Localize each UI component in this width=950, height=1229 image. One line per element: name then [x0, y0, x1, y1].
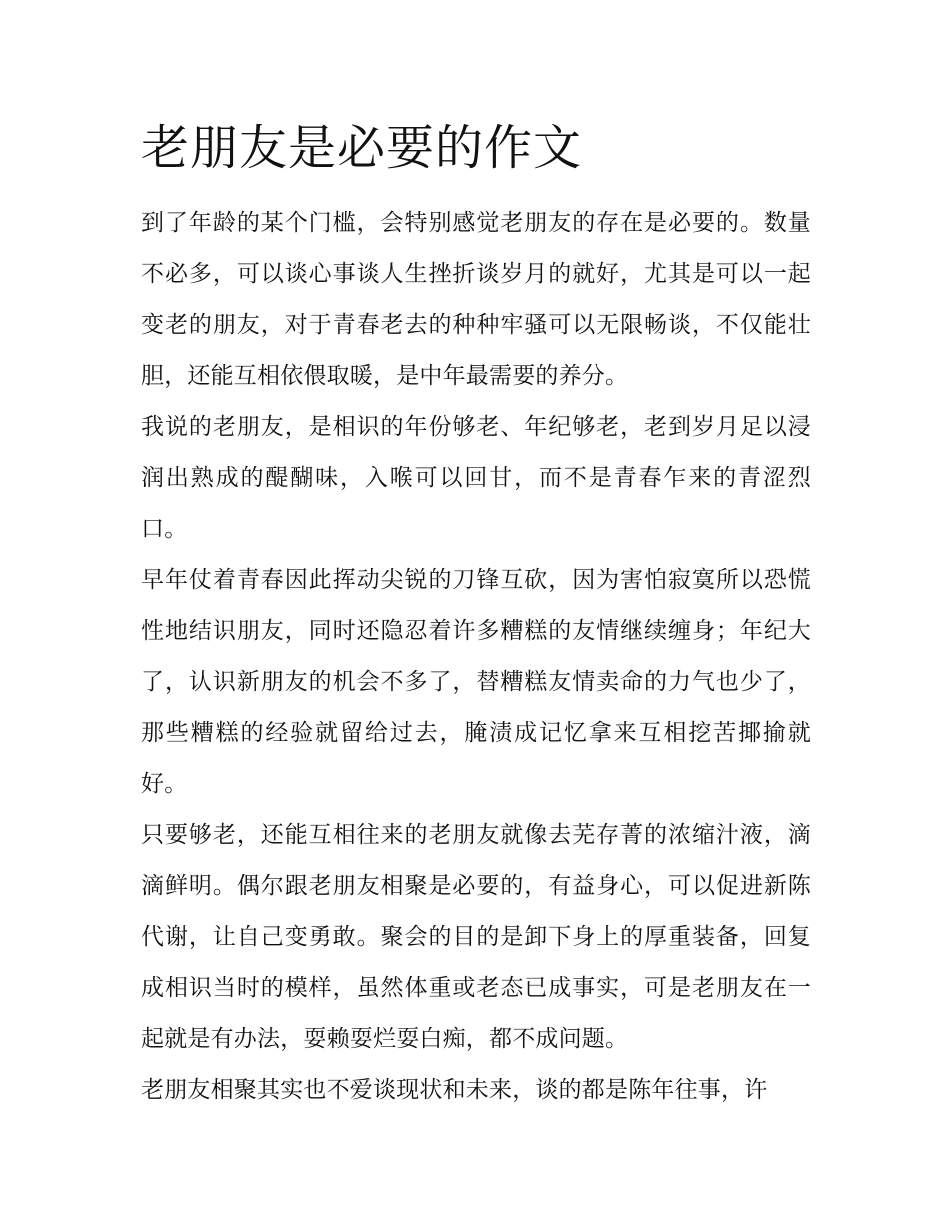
paragraph-1: 到了年龄的某个门槛，会特别感觉老朋友的存在是必要的。数量不必多，可以谈心事谈人生挫折谈岁月的就好，尤其是可以一起变老的朋友，对于青春老去的种种牢骚可以无限畅谈，不仅能壮胆，还能互相依偎取暖，是中年最需要的养分。 [141, 210, 811, 389]
paragraph-4: 只要够老，还能互相往来的老朋友就像去芜存菁的浓缩汁液，滴滴鲜明。偶尔跟老朋友相聚是必要的，有益身心，可以促进新陈代谢，让自己变勇敢。聚会的目的是卸下身上的厚重装备，回复成相识当时的模样，虽然体重或老态已成事实，可是老朋友在一起就是有办法，耍赖耍烂耍白痴，都不成问题。 [141, 822, 811, 1052]
document-title: 老朋友是必要的作文 [141, 120, 583, 176]
paragraph-3: 早年仗着青春因此挥动尖锐的刀锋互砍，因为害怕寂寞所以恐慌性地结识朋友，同时还隐忍着许多糟糕的友情继续缠身；年纪大了，认识新朋友的机会不多了，替糟糕友情卖命的力气也少了，那些糟糕的经验就留给过去，腌渍成记忆拿来互相挖苦揶揄就好。 [141, 567, 811, 797]
paragraph-5: 老朋友相聚其实也不爱谈现状和未来，谈的都是陈年往事，许 [141, 1077, 768, 1103]
document-page [141, 112, 811, 1116]
paragraph-2: 我说的老朋友，是相识的年份够老、年纪够老，老到岁月足以浸润出熟成的醍醐味，入喉可以回甘，而不是青春乍来的青涩烈口。 [141, 414, 811, 542]
